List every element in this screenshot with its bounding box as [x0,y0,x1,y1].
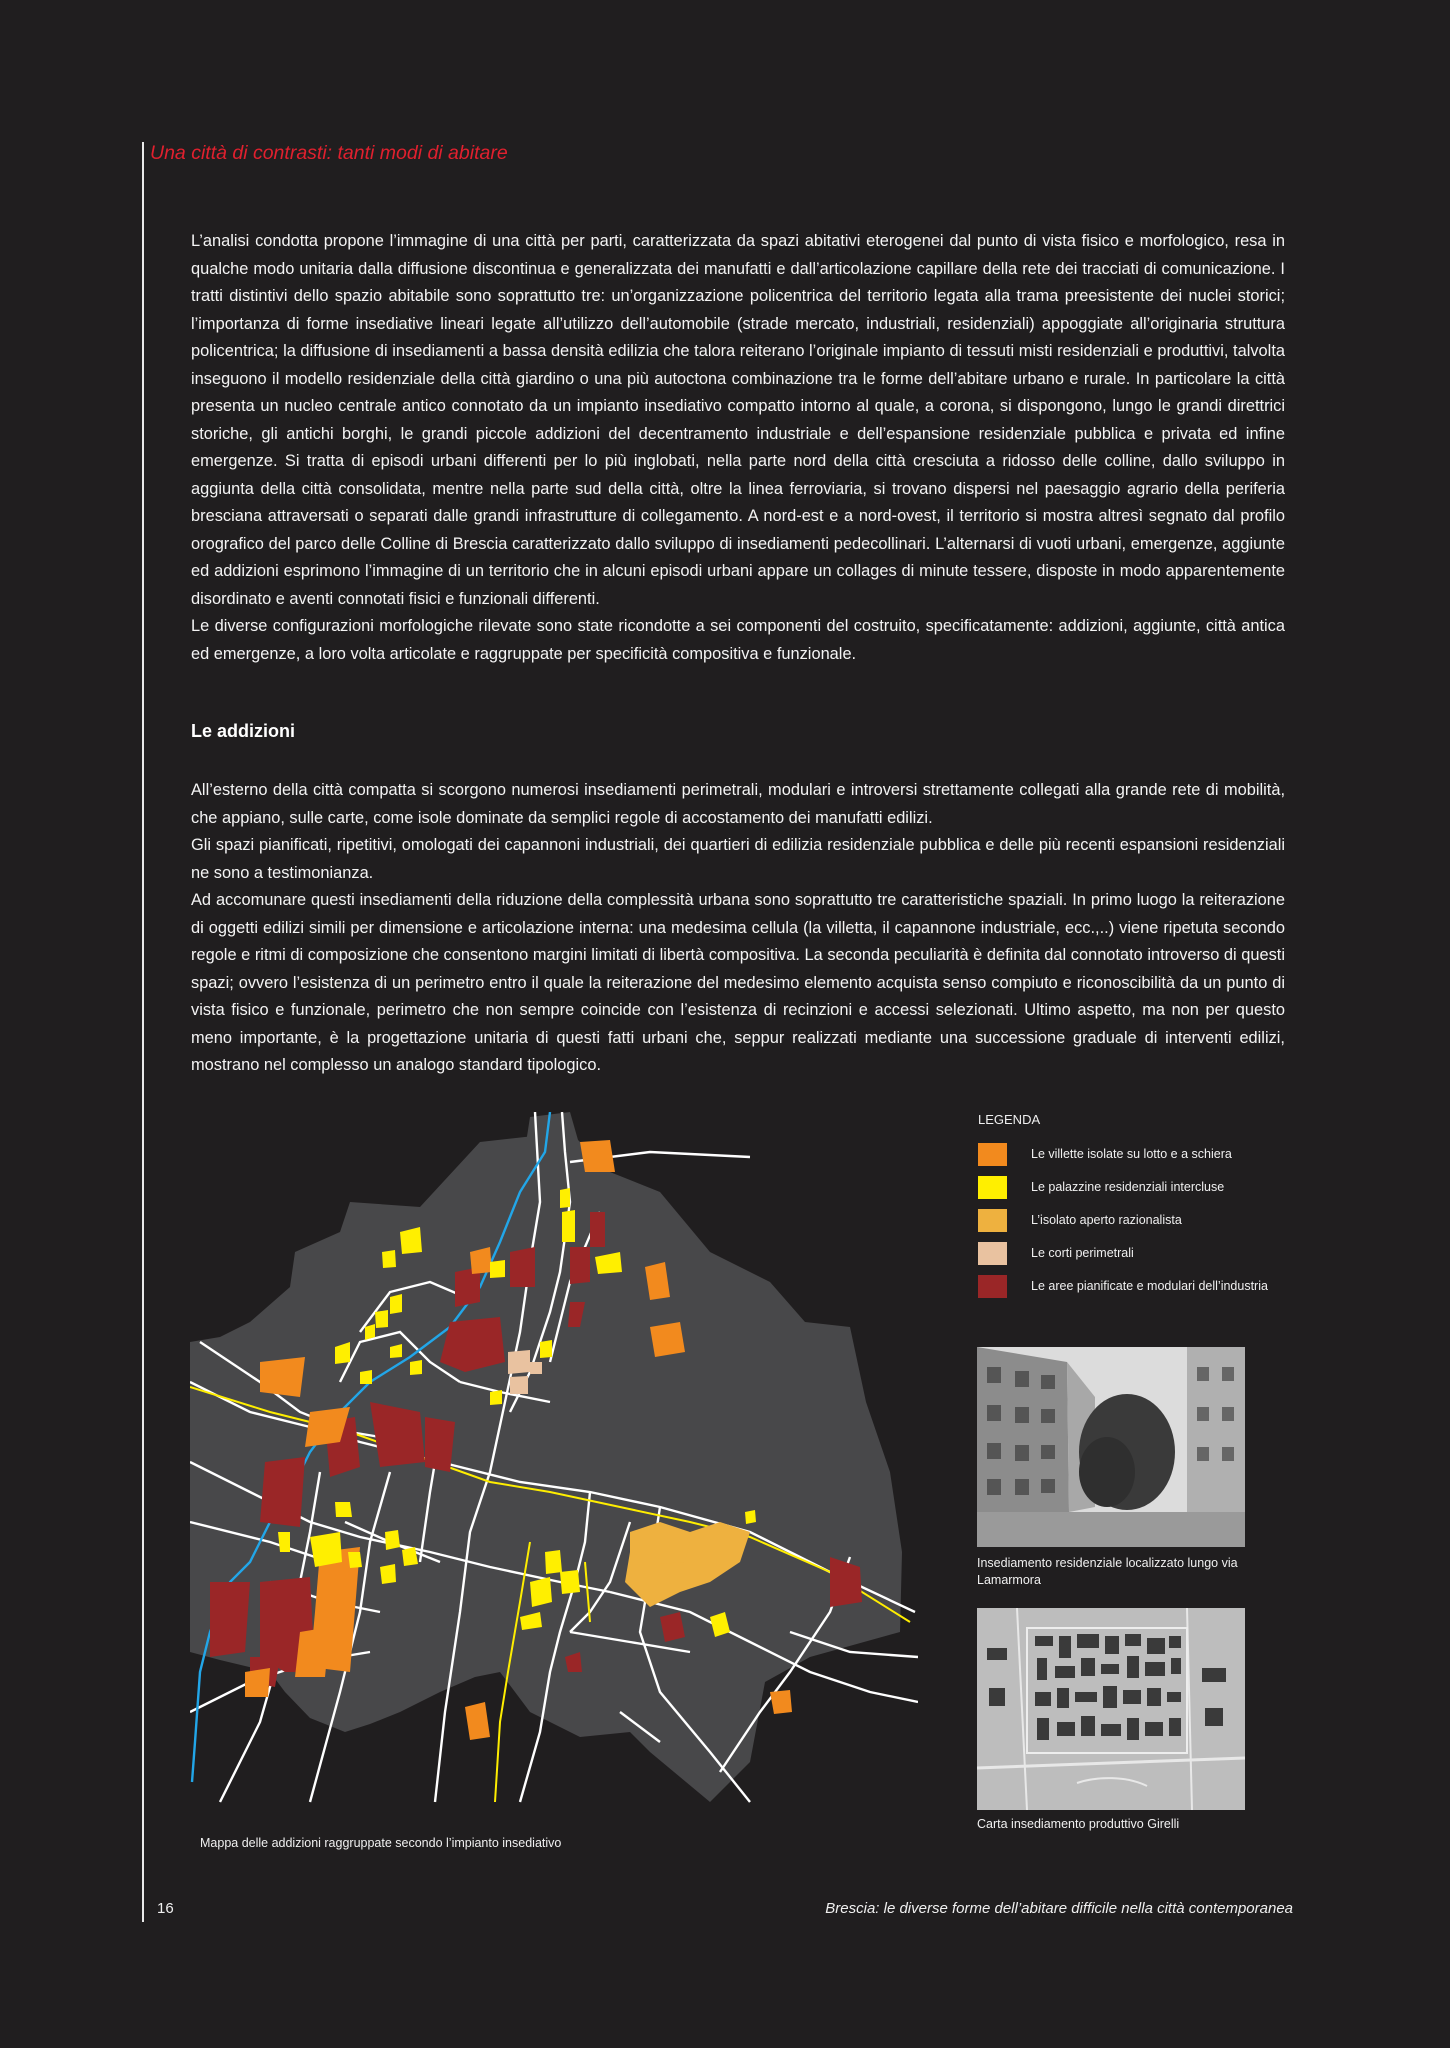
addizioni-text [191,777,1285,1080]
plan-building [1103,1686,1117,1708]
industrial-plan [977,1608,1245,1810]
palazzina-area [385,1530,400,1550]
palazzina-area [360,1370,372,1384]
industrial-area [260,1457,305,1527]
window [1197,1367,1209,1381]
building-right [1187,1347,1245,1512]
plan-building [1169,1636,1181,1648]
plan-building [1101,1724,1121,1736]
addizioni-paragraph: Gli spazi pianificati, ripetitivi, omologati dei capannoni industriali, dei quartieri di edilizia residenziale pubblica e delle più recenti espansioni residenziali ne sono a testimonianza. [191,836,1285,882]
plan-building [1171,1658,1181,1674]
window [1041,1375,1055,1389]
villetta-area [260,1357,305,1397]
plan-building [1075,1692,1097,1702]
window [1041,1479,1055,1493]
corte-area [508,1350,530,1374]
plan-building [1059,1636,1071,1658]
palazzina-area [545,1550,562,1574]
legend-label: Le corti perimetrali [1031,1246,1134,1260]
legend-swatch [978,1143,1007,1166]
map-caption: Mappa delle addizioni raggruppate secondo l’impianto insediativo [200,1836,562,1850]
legend-title: LEGENDA [978,1112,1041,1127]
legend-swatch [978,1176,1007,1199]
addizioni-paragraph: All’esterno della città compatta si scorgono numerosi insediamenti perimetrali, modulari e introversi strettamente collegati alla grande rete di mobilità, che appiano, sulle carte, come isole dominate da semplici regole di accostamento dei manufatti edilizi. [191,781,1285,827]
industrial-area [510,1247,535,1287]
plan-building [1145,1662,1165,1676]
palazzina-area [382,1250,396,1268]
plan-building [1037,1718,1049,1740]
window [1197,1447,1209,1461]
window [987,1443,1001,1459]
map-graphic [190,1112,918,1812]
plan-building [1057,1722,1075,1736]
legend-swatch [978,1242,1007,1265]
industrial-area [210,1582,250,1657]
plan-building [1127,1718,1139,1740]
window [1015,1479,1029,1495]
plan-building [1125,1634,1141,1646]
intro-paragraph: Le diverse configurazioni morfologiche rilevate sono state ricondotte a sei componenti del costruito, specificatamente: addizioni, aggiunte, città antica ed emergenze, a loro volta articolate e raggruppate per specificità compositiva e funzionale. [191,617,1285,663]
plan-building [1035,1636,1053,1646]
palazzina-area [530,1577,552,1607]
palazzina-area [745,1510,756,1524]
plan-building [1057,1688,1069,1708]
intro-text [191,228,1285,668]
addizioni-heading: Le addizioni [191,721,296,741]
addizioni-map [190,1112,918,1812]
villetta-area [580,1140,615,1172]
window [987,1479,1001,1495]
plan-building [1105,1636,1119,1654]
palazzina-area [375,1310,388,1328]
plan-building [1081,1658,1095,1676]
margin-rule [142,142,144,1922]
palazzina-area [562,1210,575,1242]
plan-building [987,1648,1007,1660]
legend-item [978,1176,1278,1199]
legend-swatch [978,1275,1007,1298]
plan-building [1055,1666,1075,1678]
palazzina-area [348,1552,362,1568]
palazzina-area [560,1188,570,1208]
legend-item [978,1209,1278,1232]
plan-building [1205,1708,1223,1726]
villetta-area [245,1668,270,1697]
window [1222,1367,1234,1381]
plan-building [1147,1638,1165,1654]
window [1222,1447,1234,1461]
section-title: Una città di contrasti: tanti modi di abitare [150,142,508,164]
photo-ground [977,1512,1245,1547]
palazzina-area [278,1532,290,1552]
map-legend [978,1112,1278,1308]
palazzina-area [310,1532,342,1567]
industrial-area [590,1212,605,1247]
palazzina-area [380,1564,396,1584]
addizioni-paragraph: Ad accomunare questi insediamenti della riduzione della complessità urbana sono soprattutto tre caratteristiche spaziali. In primo luogo la reiterazione di oggetti edilizi simili per dimensione e articolazione interna: una medesima cellula (la villetta, il capannone industriale, ecc.,..) viene ripetuta secondo regole e ritmi di composizione che consentono margini limitati di libertà compositiva. La seconda peculiarità è definita dal connotato introverso di questi spazi; ovvero l’esistenza di un perimetro entro il quale la reiterazione del medesimo elemento acquista senso compiuto e riconoscibilità da un punto di vista fisico e funzionale, perimetro che non sempre coincide con l’esistenza di recinzioni e accessi selezionati. Ultimo aspetto, ma non per questo meno importante, è la progettazione unitaria di questi fatti urbani che, seppur realizzati mediante una successione graduale di interventi edilizi, mostrano nel complesso un analogo standard tipologico. [191,891,1285,1074]
window [1041,1409,1055,1423]
window [987,1367,1001,1383]
corte-area [510,1376,528,1394]
legend-label: Le aree pianificate e modulari dell’industria [1031,1279,1268,1293]
window [987,1405,1001,1421]
legend-label: L’isolato aperto razionalista [1031,1213,1182,1227]
industrial-area [425,1417,455,1472]
plan-building [1127,1656,1139,1678]
legend-swatch [978,1209,1007,1232]
plan-building [1123,1690,1141,1704]
legend-item [978,1242,1278,1265]
legend-label: Le villette isolate su lotto e a schiera [1031,1147,1232,1161]
plan-building [1035,1692,1051,1706]
running-title: Brescia: le diverse forme dell’abitare difficile nella città contemporanea [825,1900,1293,1917]
industrial-area [570,1247,590,1284]
plan-building [1145,1722,1163,1736]
window [1197,1407,1209,1421]
palazzina-area [335,1502,352,1517]
plan-building [1037,1658,1047,1680]
plan-building [989,1688,1005,1706]
plan-building [1169,1718,1181,1736]
legend-item [978,1275,1278,1298]
window [1222,1407,1234,1421]
industrial-area [440,1317,505,1372]
window [1015,1445,1029,1461]
window [1015,1371,1029,1387]
legend-label: Le palazzine residenziali intercluse [1031,1180,1225,1194]
tree [1079,1437,1135,1507]
palazzina-area [540,1340,552,1358]
plan-building [1202,1668,1226,1682]
palazzina-area [410,1360,422,1375]
window [1041,1445,1055,1459]
villetta-area [295,1627,330,1677]
intro-paragraph: L’analisi condotta propone l’immagine di una città per parti, caratterizzata da spazi abitativi eterogenei dal punto di vista fisico e morfologico, resa in qualche modo unitaria dalla diffusione discontinua e generalizzata dei manufatti e dall’articolazione capillare della rete dei tracciati di comunicazione. I tratti distintivi dello spazio abitabile sono soprattutto tre: un’organizzazione policentrica del territorio legata alla trama preesistente dei nuclei storici; l’importanza di forme insediative lineari legate all’utilizzo dell’automobile (strade mercato, industriali, residenziali) appoggiate all’originaria struttura policentrica; la diffusione di insediamenti a bassa densità edilizia che talora reiterano l’originale impianto di tessuti misti residenziali e produttivi, talvolta inseguono il modello residenziale della città giardino o una più autoctona combinazione tra le forme dell’abitare urbano e rurale. In particolare la città presenta un nucleo centrale antico connotato da un impianto insediativo compatto intorno al quale, a corona, si dispongono, lungo le grandi direttrici storiche, gli antichi borghi, le grandi piccole addizioni del decentramento industriale e dell’espansione residenziale pubblica e privata ed infine emergenze. Si tratta di episodi urbani differenti per lo più inglobati, nella parte nord della città cresciuta a ridosso delle colline, dallo sviluppo in aggiunta della città consolidata, mentre nella parte sud della città, oltre la linea ferroviaria, si trovano dispersi nel paesaggio agrario della periferia bresciana attraversati o separati dalle grandi infrastrutture di collegamento. A nord-est e a nord-ovest, il territorio si mostra altresì segnato dal profilo orografico del parco delle Colline di Brescia caratterizzato dallo sviluppo di insediamenti pedecollinari. L’alternarsi di vuoti urbani, emergenze, aggiunte ed addizioni esprimono l’immagine di un territorio che in alcuni episodi urbani appare un collages di minute tessere, disposte in modo apparentemente disordinato e aventi connotati fisici e funzionali differenti. [191,232,1285,608]
palazzina-area [560,1570,580,1594]
legend-item [978,1143,1278,1166]
villetta-area [465,1702,490,1740]
photo-caption: Carta insediamento produttivo Girelli [977,1817,1180,1831]
page-number: 16 [157,1900,174,1917]
plan-building [1101,1664,1119,1674]
palazzina-area [490,1390,502,1405]
photo-caption: Insediamento residenziale localizzato lungo via Lamarmora [977,1556,1238,1587]
plan-building [1077,1634,1099,1648]
plan-building [1147,1688,1161,1706]
residential-photo [977,1347,1245,1547]
palazzina-area [490,1260,505,1278]
plan-building [1081,1716,1095,1736]
window [1015,1407,1029,1423]
palazzina-area [390,1294,402,1314]
villetta-area [650,1322,685,1357]
villetta-area [770,1690,792,1714]
corte-area [530,1362,542,1374]
plan-building [1167,1692,1181,1702]
